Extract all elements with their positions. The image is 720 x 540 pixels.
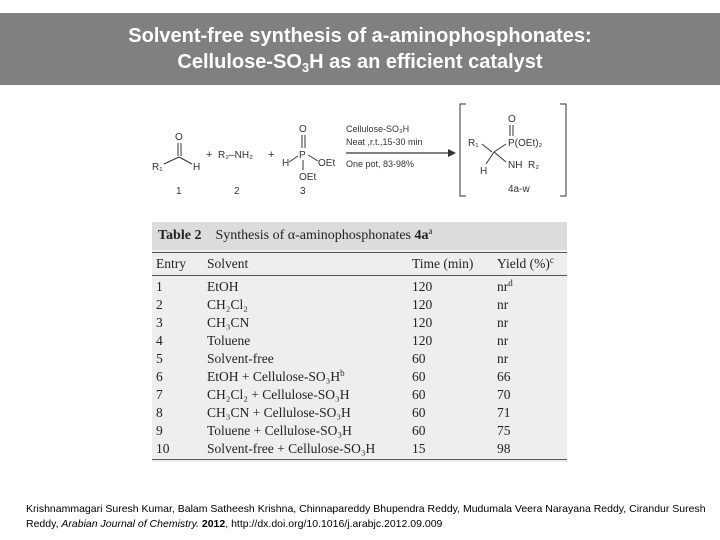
conditions-onepot: One pot, 83-98% — [346, 159, 415, 169]
cell-time — [412, 278, 432, 296]
cell-yield-footnote: d — [508, 278, 513, 288]
cell-yield-text: 71 — [497, 405, 511, 420]
title-line-2-post: H as an efficient catalyst — [309, 51, 543, 73]
cell-time — [412, 368, 426, 386]
table-row — [152, 440, 567, 458]
cell-solvent-text: EtOH — [207, 279, 239, 294]
table-row — [152, 314, 567, 332]
cell-time-text: 120 — [412, 315, 433, 330]
cell-yield — [497, 296, 508, 314]
table-row — [152, 404, 567, 422]
cell-entry-text: 4 — [156, 333, 163, 348]
cell-solvent — [207, 314, 249, 332]
cell-time — [412, 422, 426, 440]
cell-entry — [156, 314, 163, 332]
title-line-2-sub: 3 — [301, 60, 310, 75]
header-time: Time (min) — [412, 256, 474, 271]
cell-entry — [156, 440, 170, 458]
table-caption-compound: 4a — [414, 228, 429, 243]
citation-doi: , http://dx.doi.org/10.1016/j.arabjc.2012.09.009 — [225, 518, 443, 530]
phosphite-phosphorus: P — [299, 150, 306, 161]
compound-2-number: 2 — [234, 186, 240, 197]
table-header-row — [152, 255, 567, 273]
phosphite-oxygen: O — [299, 124, 307, 135]
cell-yield-text: nr — [497, 351, 509, 366]
header-yield-text: Yield (%) — [497, 256, 550, 271]
cell-time-text: 120 — [412, 297, 433, 312]
cell-solvent-text: CH₂Cl₂ + Cellulose-SO₃H — [207, 387, 350, 402]
cell-entry-text: 6 — [156, 369, 163, 384]
product-nh: NH — [508, 160, 523, 171]
table-caption-footnote: a — [428, 226, 433, 236]
table-row — [152, 368, 567, 386]
cell-solvent-text: CH₃CN — [207, 315, 250, 330]
cell-entry-text: 7 — [156, 387, 163, 402]
cell-entry-text: 9 — [156, 423, 163, 438]
phosphite-oet-2: OEt — [299, 172, 317, 183]
product-label: 4a-w — [508, 184, 530, 195]
table-row — [152, 332, 567, 350]
cell-solvent — [207, 404, 351, 422]
product-r1: R₁ — [468, 138, 479, 149]
cell-entry — [156, 278, 163, 296]
cell-yield — [497, 368, 511, 386]
cell-solvent-text: Solvent-free + Cellulose-SO₃H — [207, 441, 376, 456]
cell-solvent-text: CH₃CN + Cellulose-SO₃H — [207, 405, 351, 420]
cell-yield-text: nr — [497, 297, 509, 312]
cell-yield — [497, 422, 511, 440]
table-caption — [215, 228, 432, 244]
aldehyde-oxygen: O — [175, 132, 183, 143]
cell-yield — [497, 386, 511, 404]
phosphite-hydrogen: H — [282, 158, 290, 169]
cell-solvent-text: Toluene + Cellulose-SO₃H — [207, 423, 352, 438]
table-caption-text: Synthesis of α-aminophosphonates — [215, 228, 415, 243]
cell-entry-text: 3 — [156, 315, 163, 330]
cell-entry — [156, 332, 163, 350]
table-row — [152, 350, 567, 368]
cell-time-text: 120 — [412, 279, 433, 294]
citation — [26, 502, 706, 532]
cell-time-text: 60 — [412, 423, 426, 438]
table-row — [152, 386, 567, 404]
table-caption-bar — [152, 222, 567, 250]
conditions-catalyst: Cellulose-SO₃H — [346, 124, 410, 134]
results-table — [152, 222, 567, 462]
cell-time — [412, 404, 426, 422]
aldehyde-r1: R₁ — [152, 162, 163, 173]
cell-solvent-text: Solvent-free — [207, 351, 274, 366]
reaction-scheme — [148, 100, 568, 200]
cell-yield-text: nr — [497, 315, 509, 330]
product-group: P(OEt)₂ — [508, 138, 543, 149]
table-rule-header — [152, 275, 567, 276]
cell-yield-text: 98 — [497, 441, 511, 456]
cell-yield-text: nr — [497, 279, 509, 294]
conditions-neat: Neat ,r.t.,15-30 min — [346, 137, 423, 147]
cell-solvent-text: EtOH + Cellulose-SO₃H — [207, 369, 341, 384]
cell-solvent-footnote: b — [340, 368, 345, 378]
header-solvent: Solvent — [207, 256, 249, 271]
cell-entry — [156, 350, 163, 368]
cell-yield — [497, 332, 508, 350]
cell-solvent-text: CH₂Cl₂ — [207, 297, 248, 312]
cell-time — [412, 314, 432, 332]
aldehyde-hydrogen: H — [193, 162, 201, 173]
cell-entry-text: 10 — [156, 441, 170, 456]
citation-journal: Arabian Journal of Chemistry. — [61, 518, 199, 530]
cell-solvent — [207, 422, 352, 440]
cell-entry — [156, 386, 163, 404]
cell-time — [412, 386, 426, 404]
cell-solvent — [207, 332, 250, 350]
cell-time — [412, 350, 426, 368]
cell-time-text: 120 — [412, 333, 433, 348]
cell-yield — [497, 350, 508, 368]
cell-time-text: 60 — [412, 405, 426, 420]
amine-formula: R₂–NH₂ — [218, 150, 253, 161]
citation-year: 2012 — [201, 518, 226, 530]
cell-yield — [497, 278, 513, 296]
cell-solvent — [207, 350, 274, 368]
cell-solvent — [207, 296, 248, 314]
cell-entry — [156, 368, 163, 386]
cell-entry-text: 5 — [156, 351, 163, 366]
table-row — [152, 278, 567, 296]
compound-3-number: 3 — [300, 186, 306, 197]
table-row — [152, 422, 567, 440]
citation-authors: Krishnammagari Suresh Kumar, Balam Satheesh Krishna, Chinnapareddy Bhupendra Reddy, Mudumala Veera Narayana Reddy, Cirandur Suresh Reddy, — [26, 503, 706, 530]
cell-entry-text: 8 — [156, 405, 163, 420]
cell-solvent — [207, 368, 345, 386]
cell-time — [412, 332, 432, 350]
title-line-2 — [177, 49, 542, 75]
cell-time-text: 15 — [412, 441, 426, 456]
compound-1-number: 1 — [176, 186, 182, 197]
cell-solvent — [207, 386, 350, 404]
cell-time-text: 60 — [412, 369, 426, 384]
header-yield — [497, 255, 554, 273]
cell-yield — [497, 314, 508, 332]
cell-entry-text: 1 — [156, 279, 163, 294]
table-number: Table 2 — [158, 228, 202, 243]
cell-time-text: 60 — [412, 387, 426, 402]
slide-title — [0, 13, 720, 85]
cell-yield — [497, 440, 511, 458]
header-entry: Entry — [156, 256, 186, 271]
table-rule-bottom — [152, 459, 567, 460]
cell-solvent — [207, 278, 239, 296]
cell-yield-text: 70 — [497, 387, 511, 402]
product-hydrogen: H — [480, 166, 488, 177]
table-rule-top — [152, 252, 567, 253]
cell-time — [412, 440, 426, 458]
product-oxygen: O — [508, 114, 516, 125]
cell-time — [412, 296, 432, 314]
cell-entry — [156, 422, 163, 440]
phosphite-oet-1: OEt — [318, 158, 336, 169]
plus-sign-1: + — [206, 149, 213, 161]
title-line-2-pre: Cellulose-SO — [177, 51, 302, 73]
cell-yield-text: nr — [497, 333, 509, 348]
cell-solvent — [207, 440, 375, 458]
table-row — [152, 296, 567, 314]
reaction-scheme-drawing — [148, 100, 568, 200]
cell-entry-text: 2 — [156, 297, 163, 312]
cell-entry — [156, 404, 163, 422]
cell-time-text: 60 — [412, 351, 426, 366]
title-line-1: Solvent-free synthesis of a-aminophosphonates: — [128, 25, 592, 47]
plus-sign-2: + — [268, 149, 275, 161]
cell-yield-text: 66 — [497, 369, 511, 384]
cell-entry — [156, 296, 163, 314]
cell-solvent-text: Toluene — [207, 333, 251, 348]
header-yield-footnote: c — [549, 255, 554, 265]
cell-yield-text: 75 — [497, 423, 511, 438]
product-r2: R₂ — [528, 160, 540, 171]
cell-yield — [497, 404, 511, 422]
